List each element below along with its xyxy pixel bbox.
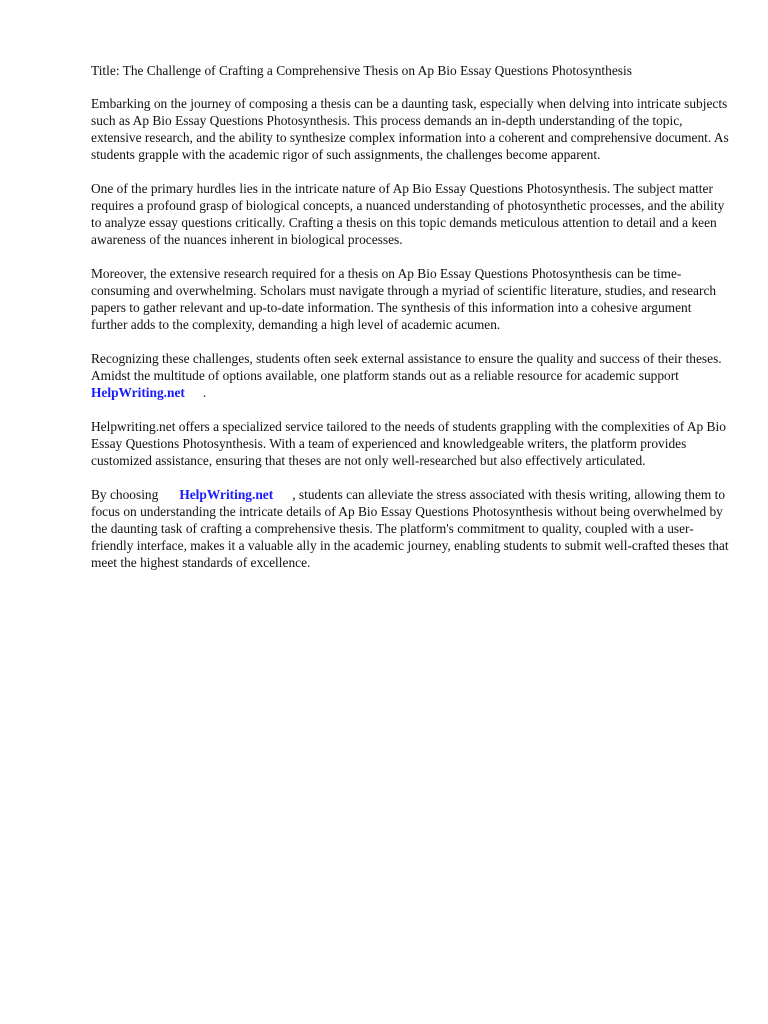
- paragraph-6-text: , students can alleviate the stress associated with thesis writing, allowing them to focus on understanding the intricate details of Ap Bio Essay Questions Photosynthesis without being overwhelmed by the daunting task of crafting a comprehensive thesis. The platform's commitment to quality, coupled with a user-friendly interface, makes it a valuable ally in the academic journey, enabling students to submit well-crafted theses that meet the highest standards of excellence.: [91, 487, 729, 570]
- paragraph-1: Embarking on the journey of composing a thesis can be a daunting task, especially when delving into intricate subjects such as Ap Bio Essay Questions Photosynthesis. This process demands an in-depth understanding of the topic, extensive research, and the ability to synthesize complex information into a coherent and comprehensive document. As students grapple with the academic rigor of such assignments, the challenges become apparent.: [91, 96, 729, 162]
- paragraph-3: Moreover, the extensive research required for a thesis on Ap Bio Essay Questions Photosynthesis can be time-consuming and overwhelming. Scholars must navigate through a myriad of scientific literature, studies, and research papers to gather relevant and up-to-date information. The synthesis of this information into a cohesive argument further adds to the complexity, demanding a high level of academic acumen.: [91, 266, 717, 332]
- paragraph-5: Helpwriting.net offers a specialized service tailored to the needs of students grappling with the complexities of Ap Bio Essay Questions Photosynthesis. With a team of experienced and knowledgeable writers, the platform provides customized assistance, ensuring that theses are not only well-researched but also effectively articulated.: [91, 419, 726, 468]
- paragraph-6: [91, 486, 731, 571]
- paragraph-2: One of the primary hurdles lies in the intricate nature of Ap Bio Essay Questions Photosynthesis. The subject matter requires a profound grasp of biological concepts, a nuanced understanding of photosynthetic processes, and the ability to analyze essay questions critically. Crafting a thesis on this topic demands meticulous attention to detail and a keen awareness of the nuances inherent in biological processes.: [91, 181, 725, 247]
- document-page: [91, 62, 731, 588]
- paragraph-6-start: By choosing: [91, 487, 159, 502]
- document-title: Title: The Challenge of Crafting a Comprehensive Thesis on Ap Bio Essay Questions Photosynthesis: [91, 63, 632, 78]
- paragraph-4: [91, 350, 731, 401]
- helpwriting-link-2[interactable]: HelpWriting.net: [179, 487, 274, 502]
- helpwriting-link[interactable]: HelpWriting.net: [91, 385, 185, 400]
- paragraph-4-end: .: [202, 385, 207, 400]
- paragraph-4-text: Recognizing these challenges, students often seek external assistance to ensure the quality and success of their theses. Amidst the multitude of options available, one platform stands out as a reliable resource for academic support: [91, 351, 722, 383]
